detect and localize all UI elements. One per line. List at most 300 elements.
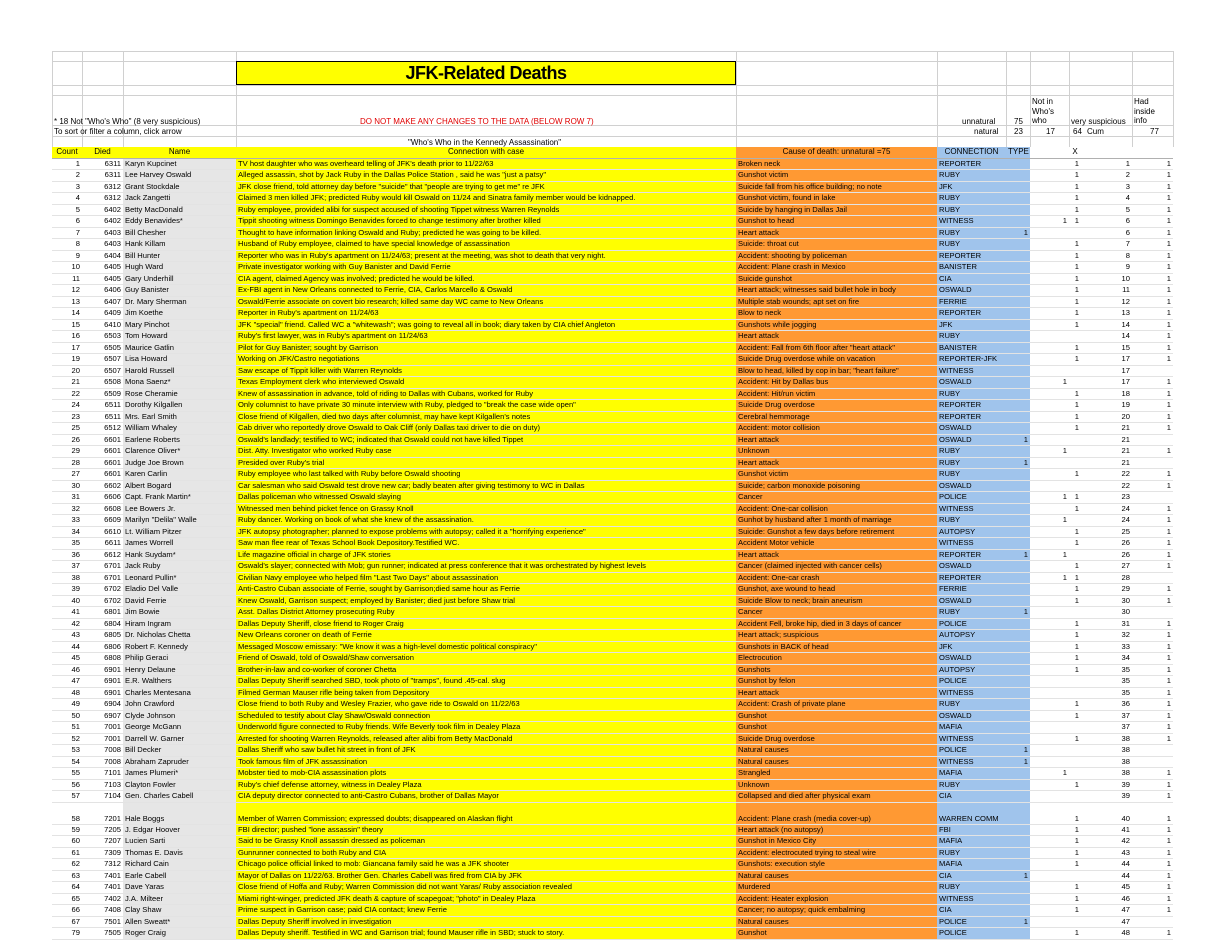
row-name[interactable]: Hank Killam (123, 239, 236, 251)
row-not-whos-who[interactable] (1030, 296, 1069, 308)
table-row[interactable] (52, 824, 1173, 836)
row-not-whos-who[interactable] (1030, 365, 1069, 377)
row-inside-info[interactable]: 1 (1132, 893, 1173, 905)
empty-cell[interactable] (1081, 664, 1099, 676)
row-not-whos-who[interactable] (1030, 400, 1069, 412)
row-died[interactable]: 6804 (82, 618, 123, 630)
row-inside-info[interactable] (1132, 916, 1173, 928)
row-name[interactable]: James Plumeri* (123, 768, 236, 780)
row-name[interactable]: Dave Yaras (123, 882, 236, 894)
row-died[interactable]: 7008 (82, 756, 123, 768)
row-name[interactable]: Clay Shaw (123, 905, 236, 917)
row-inside-info[interactable]: 1 (1132, 664, 1173, 676)
row-count[interactable]: 34 (52, 526, 82, 538)
row-category[interactable]: REPORTER (937, 572, 1006, 584)
row-not-whos-who[interactable] (1030, 710, 1069, 722)
row-count[interactable]: 63 (52, 870, 82, 882)
row-not-whos-who[interactable] (1030, 250, 1069, 262)
row-died[interactable]: 6601 (82, 434, 123, 446)
row-type[interactable] (1006, 584, 1030, 596)
row-type[interactable] (1006, 503, 1030, 515)
table-row[interactable] (52, 607, 1173, 619)
row-count[interactable]: 12 (52, 285, 82, 297)
row-very-suspicious[interactable]: 1 (1069, 308, 1081, 320)
row-very-suspicious[interactable] (1069, 480, 1081, 492)
table-row[interactable] (52, 285, 1173, 297)
row-died[interactable]: 6511 (82, 411, 123, 423)
table-row[interactable] (52, 492, 1173, 504)
row-cum[interactable]: 22 (1099, 469, 1132, 481)
row-died[interactable]: 7309 (82, 847, 123, 859)
row-inside-info[interactable]: 1 (1132, 400, 1173, 412)
row-not-whos-who[interactable]: 1 (1030, 549, 1069, 561)
row-name[interactable]: Darrell W. Garner (123, 733, 236, 745)
row-died[interactable]: 7505 (82, 928, 123, 940)
empty-cell[interactable] (1081, 457, 1099, 469)
row-type[interactable] (1006, 676, 1030, 688)
row-connection[interactable]: Messaged Moscow emissary: "We know it was a high-level domestic political conspiracy" (236, 641, 736, 653)
empty-cell[interactable] (1081, 331, 1099, 343)
row-type[interactable] (1006, 882, 1030, 894)
empty-cell[interactable] (1081, 687, 1099, 699)
row-cause[interactable]: Heart attack (no autopsy) (736, 824, 937, 836)
table-row[interactable] (52, 733, 1173, 745)
row-cause[interactable]: Gunshot by felon (736, 676, 937, 688)
row-died[interactable]: 6410 (82, 319, 123, 331)
row-inside-info[interactable]: 1 (1132, 722, 1173, 734)
row-category[interactable]: OSWALD (937, 377, 1006, 389)
row-inside-info[interactable]: 1 (1132, 836, 1173, 848)
row-cause[interactable]: Accident Fell, broke hip, died in 3 days of cancer (736, 618, 937, 630)
table-row[interactable] (52, 250, 1173, 262)
row-died[interactable]: 7408 (82, 905, 123, 917)
row-connection[interactable]: CIA deputy director connected to anti-Castro Cubans, brother of Dallas Mayor (236, 791, 736, 803)
row-not-whos-who[interactable] (1030, 847, 1069, 859)
row-connection[interactable]: Ruby's first lawyer, was in Ruby's apartment on 11/24/63 (236, 331, 736, 343)
row-inside-info[interactable] (1132, 365, 1173, 377)
row-inside-info[interactable]: 1 (1132, 262, 1173, 274)
empty-cell[interactable] (1081, 158, 1099, 170)
row-connection[interactable]: Chicago police official linked to mob: Giancana family said he was a JFK shooter (236, 859, 736, 871)
row-name[interactable]: Hugh Ward (123, 262, 236, 274)
row-cum[interactable]: 21 (1099, 423, 1132, 435)
row-cause[interactable]: Heart attack (736, 687, 937, 699)
row-cause[interactable]: Multiple stab wounds; apt set on fire (736, 296, 937, 308)
row-type[interactable] (1006, 170, 1030, 182)
row-connection[interactable]: JFK "special" friend. Called WC a "whitewash"; was going to reveal all in book; diary taken by CIA chief Angleton (236, 319, 736, 331)
row-cause[interactable]: Cancer (736, 492, 937, 504)
row-died[interactable]: 6508 (82, 377, 123, 389)
row-cum[interactable]: 40 (1099, 802, 1132, 824)
empty-cell[interactable] (1081, 503, 1099, 515)
row-name[interactable]: Capt. Frank Martin* (123, 492, 236, 504)
row-cum[interactable]: 1 (1099, 158, 1132, 170)
row-category[interactable]: RUBY (937, 699, 1006, 711)
row-very-suspicious[interactable] (1069, 745, 1081, 757)
row-very-suspicious[interactable] (1069, 377, 1081, 389)
row-connection[interactable]: Filmed German Mauser rifle being taken from Depository (236, 687, 736, 699)
row-name[interactable]: Thomas E. Davis (123, 847, 236, 859)
row-connection[interactable]: Knew Oswald, Garrison suspect; employed by Banister; died just before Shaw trial (236, 595, 736, 607)
row-category[interactable]: POLICE (937, 492, 1006, 504)
row-inside-info[interactable]: 1 (1132, 354, 1173, 366)
row-very-suspicious[interactable] (1069, 676, 1081, 688)
table-row[interactable] (52, 664, 1173, 676)
row-inside-info[interactable]: 1 (1132, 331, 1173, 343)
table-row[interactable] (52, 319, 1173, 331)
row-connection[interactable]: Anti-Castro Cuban associate of Ferrie, sought by Garrison;died same hour as Ferrie (236, 584, 736, 596)
row-very-suspicious[interactable] (1069, 446, 1081, 458)
row-count[interactable]: 52 (52, 733, 82, 745)
row-connection[interactable]: Ruby employee who last talked with Ruby before Oswald shooting (236, 469, 736, 481)
row-cum[interactable]: 17 (1099, 377, 1132, 389)
row-category[interactable]: OSWALD (937, 653, 1006, 665)
row-type[interactable] (1006, 847, 1030, 859)
row-died[interactable]: 6407 (82, 296, 123, 308)
row-very-suspicious[interactable]: 1 (1069, 893, 1081, 905)
empty-cell[interactable] (1081, 538, 1099, 550)
row-cause[interactable]: Gunhot by husband after 1 month of marriage (736, 515, 937, 527)
row-died[interactable]: 7001 (82, 722, 123, 734)
row-cause[interactable]: Unknown (736, 446, 937, 458)
row-not-whos-who[interactable] (1030, 756, 1069, 768)
table-row[interactable] (52, 273, 1173, 285)
row-category[interactable]: BANISTER (937, 262, 1006, 274)
row-very-suspicious[interactable]: 1 (1069, 641, 1081, 653)
row-category[interactable]: OSWALD (937, 595, 1006, 607)
row-died[interactable]: 6606 (82, 492, 123, 504)
row-inside-info[interactable] (1132, 492, 1173, 504)
row-inside-info[interactable]: 1 (1132, 928, 1173, 940)
row-cum[interactable]: 18 (1099, 388, 1132, 400)
row-very-suspicious[interactable] (1069, 227, 1081, 239)
row-cause[interactable]: Heart attack (736, 549, 937, 561)
row-type[interactable] (1006, 469, 1030, 481)
empty-cell[interactable] (1081, 733, 1099, 745)
empty-cell[interactable] (1081, 802, 1099, 824)
row-category[interactable]: WITNESS (937, 503, 1006, 515)
row-died[interactable]: 6312 (82, 193, 123, 205)
row-connection[interactable]: Dallas Deputy Sheriff searched SBD, took photo of "tramps", found .45-cal. slug (236, 676, 736, 688)
row-count[interactable]: 36 (52, 549, 82, 561)
row-not-whos-who[interactable] (1030, 526, 1069, 538)
row-died[interactable]: 6801 (82, 607, 123, 619)
row-not-whos-who[interactable] (1030, 653, 1069, 665)
row-died[interactable]: 6608 (82, 503, 123, 515)
row-not-whos-who[interactable] (1030, 664, 1069, 676)
row-died[interactable]: 6601 (82, 446, 123, 458)
row-name[interactable]: Mona Saenz* (123, 377, 236, 389)
row-cause[interactable]: Cancer (736, 607, 937, 619)
row-name[interactable]: Allen Sweatt* (123, 916, 236, 928)
empty-cell[interactable] (1081, 928, 1099, 940)
empty-cell[interactable] (1081, 342, 1099, 354)
row-type[interactable] (1006, 262, 1030, 274)
row-not-whos-who[interactable]: 1 (1030, 768, 1069, 780)
table-row[interactable] (52, 308, 1173, 320)
row-died[interactable]: 6509 (82, 388, 123, 400)
row-connection[interactable]: JFK autopsy photographer; planned to expose problems with autopsy; called it a "horrifying experience" (236, 526, 736, 538)
row-cause[interactable]: Heart attack (736, 227, 937, 239)
row-name[interactable]: Maurice Gatlin (123, 342, 236, 354)
table-row[interactable] (52, 870, 1173, 882)
empty-cell[interactable] (1081, 469, 1099, 481)
row-connection[interactable]: Cab driver who reportedly drove Oswald to Oak Cliff (only Dallas taxi driver to die on duty) (236, 423, 736, 435)
row-cum[interactable]: 38 (1099, 733, 1132, 745)
row-type[interactable] (1006, 791, 1030, 803)
table-row[interactable] (52, 756, 1173, 768)
row-inside-info[interactable]: 1 (1132, 676, 1173, 688)
row-cause[interactable]: Unknown (736, 779, 937, 791)
col-very-suspicious[interactable] (1081, 147, 1099, 158)
row-very-suspicious[interactable] (1069, 365, 1081, 377)
row-count[interactable]: 27 (52, 469, 82, 481)
row-connection[interactable]: Reporter in Ruby's apartment on 11/24/63 (236, 308, 736, 320)
row-very-suspicious[interactable] (1069, 768, 1081, 780)
row-connection[interactable]: New Orleans coroner on death of Ferrie (236, 630, 736, 642)
row-very-suspicious[interactable]: 1 (1069, 630, 1081, 642)
row-not-whos-who[interactable] (1030, 561, 1069, 573)
row-died[interactable]: 6403 (82, 227, 123, 239)
row-name[interactable]: Harold Russell (123, 365, 236, 377)
col-x[interactable]: X (1069, 147, 1081, 158)
row-name[interactable]: Marilyn "Delila" Walle (123, 515, 236, 527)
row-connection[interactable]: Pilot for Guy Banister; sought by Garrison (236, 342, 736, 354)
row-category[interactable]: WITNESS (937, 216, 1006, 228)
row-cum[interactable]: 38 (1099, 745, 1132, 757)
row-name[interactable]: George McGann (123, 722, 236, 734)
row-not-whos-who[interactable] (1030, 273, 1069, 285)
row-not-whos-who[interactable] (1030, 905, 1069, 917)
row-name[interactable]: Leonard Pullin* (123, 572, 236, 584)
row-very-suspicious[interactable]: 1 (1069, 273, 1081, 285)
row-category[interactable]: REPORTER (937, 411, 1006, 423)
row-category[interactable]: RUBY (937, 779, 1006, 791)
empty-cell[interactable] (1081, 365, 1099, 377)
row-very-suspicious[interactable]: 1 (1069, 469, 1081, 481)
row-connection[interactable]: Close friend of Hoffa and Ruby; Warren Commission did not want Yaras/ Ruby association revealed (236, 882, 736, 894)
row-connection[interactable]: Thought to have information linking Oswald and Ruby; predicted he was going to be killed. (236, 227, 736, 239)
row-connection[interactable]: Dallas Deputy sheriff. Testified in WC and Garrison trial; found Mauser rifle in SBD; stuck to story. (236, 928, 736, 940)
row-category[interactable]: RUBY (937, 607, 1006, 619)
row-very-suspicious[interactable] (1069, 457, 1081, 469)
row-died[interactable]: 6901 (82, 664, 123, 676)
row-inside-info[interactable]: 1 (1132, 423, 1173, 435)
row-name[interactable]: Rose Cheramie (123, 388, 236, 400)
row-type[interactable] (1006, 538, 1030, 550)
table-row[interactable] (52, 882, 1173, 894)
row-name[interactable]: Tom Howard (123, 331, 236, 343)
row-count[interactable]: 1 (52, 158, 82, 170)
row-died[interactable]: 7001 (82, 733, 123, 745)
row-cause[interactable]: Accident: Hit by Dallas bus (736, 377, 937, 389)
row-count[interactable]: 30 (52, 480, 82, 492)
col-inside-info[interactable] (1132, 147, 1173, 158)
row-type[interactable] (1006, 572, 1030, 584)
table-row[interactable] (52, 595, 1173, 607)
empty-cell[interactable] (1081, 400, 1099, 412)
row-not-whos-who[interactable] (1030, 342, 1069, 354)
row-count[interactable]: 58 (52, 802, 82, 824)
row-very-suspicious[interactable] (1069, 687, 1081, 699)
row-inside-info[interactable]: 1 (1132, 515, 1173, 527)
row-not-whos-who[interactable] (1030, 824, 1069, 836)
row-connection[interactable]: Dallas Deputy Sheriff involved in investigation (236, 916, 736, 928)
row-connection[interactable]: Dallas Deputy Sheriff, close friend to Roger Craig (236, 618, 736, 630)
row-cause[interactable]: Accident Motor vehicle (736, 538, 937, 550)
row-connection[interactable]: Private investigator working with Guy Banister and David Ferrie (236, 262, 736, 274)
row-connection[interactable]: Claimed 3 men killed JFK; predicted Ruby would kill Oswald on 11/24 and Sinatra family member would be kidnapped. (236, 193, 736, 205)
row-very-suspicious[interactable]: 1 (1069, 699, 1081, 711)
row-name[interactable]: Jim Bowie (123, 607, 236, 619)
row-very-suspicious[interactable]: 1 (1069, 296, 1081, 308)
row-category[interactable]: RUBY (937, 457, 1006, 469)
row-cause[interactable]: Heart attack (736, 434, 937, 446)
row-name[interactable]: David Ferrie (123, 595, 236, 607)
row-cause[interactable]: Natural causes (736, 756, 937, 768)
row-inside-info[interactable] (1132, 457, 1173, 469)
row-category[interactable]: OSWALD (937, 561, 1006, 573)
empty-cell[interactable] (1081, 377, 1099, 389)
row-category[interactable]: JFK (937, 181, 1006, 193)
row-connection[interactable]: Oswald's landlady; testified to WC; indicated that Oswald could not have killed Tippet (236, 434, 736, 446)
row-cause[interactable]: Suicide fall from his office building; no note (736, 181, 937, 193)
empty-cell[interactable] (1081, 756, 1099, 768)
table-row[interactable] (52, 847, 1173, 859)
row-not-whos-who[interactable] (1030, 733, 1069, 745)
row-category[interactable]: AUTOPSY (937, 526, 1006, 538)
row-connection[interactable]: Close friend of Kilgallen, died two days after columnist, may have kept Kilgallen's notes (236, 411, 736, 423)
row-inside-info[interactable]: 1 (1132, 273, 1173, 285)
row-type[interactable]: 1 (1006, 457, 1030, 469)
table-row[interactable] (52, 170, 1173, 182)
table-row[interactable] (52, 457, 1173, 469)
table-row[interactable] (52, 423, 1173, 435)
row-name[interactable]: William Whaley (123, 423, 236, 435)
table-row[interactable] (52, 791, 1173, 803)
row-connection[interactable]: Dist. Atty. Investigator who worked Ruby case (236, 446, 736, 458)
row-died[interactable]: 6901 (82, 676, 123, 688)
row-name[interactable]: Earle Cabell (123, 870, 236, 882)
row-not-whos-who[interactable] (1030, 882, 1069, 894)
row-name[interactable]: Clayton Fowler (123, 779, 236, 791)
row-not-whos-who[interactable] (1030, 181, 1069, 193)
row-type[interactable] (1006, 768, 1030, 780)
row-cum[interactable]: 11 (1099, 285, 1132, 297)
row-type[interactable] (1006, 893, 1030, 905)
empty-cell[interactable] (1081, 308, 1099, 320)
table-row[interactable] (52, 158, 1173, 170)
row-died[interactable]: 6701 (82, 561, 123, 573)
table-row[interactable] (52, 802, 1173, 824)
row-died[interactable]: 7201 (82, 802, 123, 824)
row-name[interactable]: Hank Suydam* (123, 549, 236, 561)
row-inside-info[interactable]: 1 (1132, 549, 1173, 561)
empty-cell[interactable] (1081, 710, 1099, 722)
row-connection[interactable]: Dallas Sheriff who saw bullet hit street in front of JFK (236, 745, 736, 757)
row-died[interactable]: 6505 (82, 342, 123, 354)
row-not-whos-who[interactable] (1030, 388, 1069, 400)
row-category[interactable]: MAFIA (937, 768, 1006, 780)
row-name[interactable]: Betty MacDonald (123, 204, 236, 216)
empty-cell[interactable] (1081, 836, 1099, 848)
row-cum[interactable]: 37 (1099, 710, 1132, 722)
row-died[interactable]: 7207 (82, 836, 123, 848)
row-cause[interactable]: Natural causes (736, 745, 937, 757)
row-count[interactable]: 57 (52, 791, 82, 803)
empty-cell[interactable] (1081, 515, 1099, 527)
row-type[interactable]: 1 (1006, 434, 1030, 446)
table-row[interactable] (52, 515, 1173, 527)
row-very-suspicious[interactable]: 1 (1069, 824, 1081, 836)
row-name[interactable]: Charles Mentesana (123, 687, 236, 699)
row-inside-info[interactable]: 1 (1132, 538, 1173, 550)
row-category[interactable]: WITNESS (937, 756, 1006, 768)
row-connection[interactable]: Scheduled to testify about Clay Shaw/Oswald connection (236, 710, 736, 722)
empty-cell[interactable] (1081, 572, 1099, 584)
row-name[interactable]: Lucien Sarti (123, 836, 236, 848)
row-type[interactable] (1006, 699, 1030, 711)
row-count[interactable]: 23 (52, 411, 82, 423)
row-cum[interactable]: 24 (1099, 515, 1132, 527)
row-count[interactable]: 28 (52, 457, 82, 469)
row-very-suspicious[interactable]: 1 (1069, 342, 1081, 354)
table-row[interactable] (52, 446, 1173, 458)
row-cause[interactable]: Natural causes (736, 870, 937, 882)
row-cum[interactable]: 6 (1099, 227, 1132, 239)
row-not-whos-who[interactable] (1030, 802, 1069, 824)
row-count[interactable]: 79 (52, 928, 82, 940)
row-died[interactable]: 6609 (82, 515, 123, 527)
row-cum[interactable]: 21 (1099, 457, 1132, 469)
row-cause[interactable]: Strangled (736, 768, 937, 780)
row-very-suspicious[interactable]: 1 (1069, 262, 1081, 274)
table-row[interactable] (52, 354, 1173, 366)
row-very-suspicious[interactable]: 1 (1069, 882, 1081, 894)
empty-cell[interactable] (1081, 607, 1099, 619)
row-name[interactable]: Eddy Benavides* (123, 216, 236, 228)
row-cum[interactable]: 33 (1099, 641, 1132, 653)
row-count[interactable]: 35 (52, 538, 82, 550)
row-count[interactable]: 13 (52, 296, 82, 308)
row-type[interactable] (1006, 664, 1030, 676)
row-inside-info[interactable]: 1 (1132, 227, 1173, 239)
row-very-suspicious[interactable] (1069, 791, 1081, 803)
empty-cell[interactable] (1081, 561, 1099, 573)
row-cause[interactable]: Suicide gunshot (736, 273, 937, 285)
row-connection[interactable]: Prime suspect in Garrison case; paid CIA contact; knew Ferrie (236, 905, 736, 917)
row-not-whos-who[interactable] (1030, 457, 1069, 469)
row-died[interactable]: 6702 (82, 584, 123, 596)
row-died[interactable]: 6409 (82, 308, 123, 320)
row-cum[interactable]: 3 (1099, 181, 1132, 193)
row-category[interactable]: MAFIA (937, 722, 1006, 734)
row-died[interactable]: 6602 (82, 480, 123, 492)
row-not-whos-who[interactable] (1030, 158, 1069, 170)
row-connection[interactable]: Ruby dancer. Working on book of what she knew of the assassination. (236, 515, 736, 527)
empty-cell[interactable] (1081, 216, 1099, 228)
row-cause[interactable]: Gunshots (736, 664, 937, 676)
table-row[interactable] (52, 434, 1173, 446)
row-connection[interactable]: Mayor of Dallas on 11/22/63. Brother Gen. Charles Cabell was fired from CIA by JFK (236, 870, 736, 882)
row-cause[interactable]: Suicide Blow to neck; brain aneurism (736, 595, 937, 607)
row-count[interactable]: 61 (52, 847, 82, 859)
row-type[interactable] (1006, 480, 1030, 492)
table-row[interactable] (52, 653, 1173, 665)
row-category[interactable]: OSWALD (937, 434, 1006, 446)
row-connection[interactable]: CIA agent, claimed Agency was involved; predicted he would be killed. (236, 273, 736, 285)
row-connection[interactable]: JFK close friend, told attorney day before "suicide" that "people are trying to get me" re JFK (236, 181, 736, 193)
